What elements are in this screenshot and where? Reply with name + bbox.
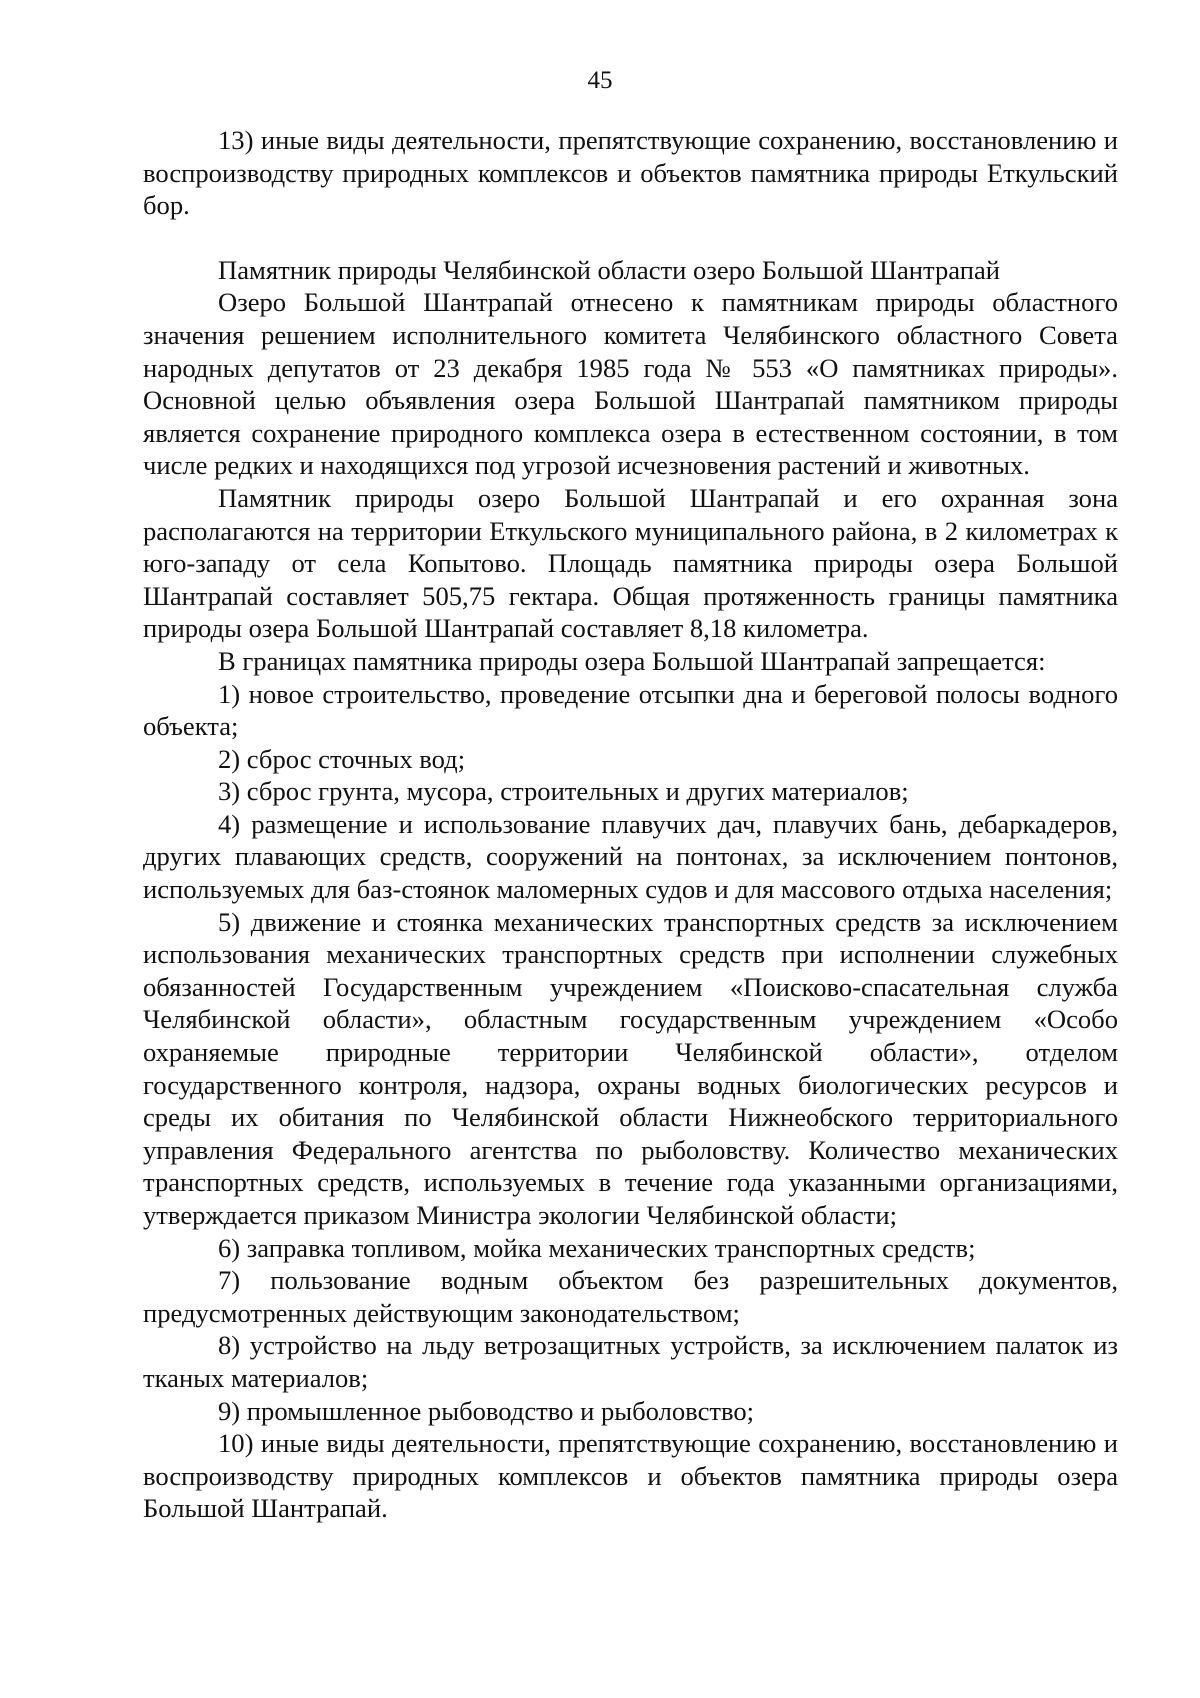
section-heading: Памятник природы Челябинской области озеро Большой Шантрапай bbox=[218, 254, 1000, 285]
list-item: 4) размещение и использование плавучих дач, плавучих бань, дебаркадеров, других плавающих средств, сооружений на понтонах, за исключением понтонов, используемых для баз-стоянок маломерных судов и для массового отдыха населения; bbox=[143, 808, 1118, 905]
list-item: 5) движение и стоянка механических транспортных средств за исключением использования механических транспортных средств при исполнении служебных обязанностей Государственным учреждением «Поисково-спасательная служба Челябинской области», областным государственным учреждением «Особо охраняемые природные территории Челябинской области», отделом государственного контроля, надзора, охраны водных биологических ресурсов и среды их обитания по Челябинской области Нижнеобского территориального управления Федерального агентства по рыболовству. Количество механических транспортных средств, используемых в течение года указанными организациями, утверждается приказом Министра экологии Челябинской области; bbox=[143, 906, 1118, 1230]
list-item: 1) новое строительство, проведение отсыпки дна и береговой полосы водного объекта; bbox=[143, 678, 1118, 742]
paragraph-item-13: 13) иные виды деятельности, препятствующие сохранению, восстановлению и воспроизводству природных комплексов и объектов памятника природы Еткульский бор. bbox=[143, 125, 1118, 221]
list-item: 3) сброс грунта, мусора, строительных и других материалов; bbox=[218, 776, 909, 807]
list-item: 9) промышленное рыбоводство и рыболовство; bbox=[218, 1395, 755, 1426]
paragraph-prohibitions-intro: В границах памятника природы озера Большой Шантрапай запрещается: bbox=[218, 645, 1046, 676]
paragraph-status: Озеро Большой Шантрапай отнесено к памятникам природы областного значения решением исполнительного комитета Челябинского областного Совета народных депутатов от 23 декабря 1985 года № 553 «О памятниках природы». Основной целью объявления озера Большой Шантрапай памятником природы является сохранение природного комплекса озера в естественном состоянии, в том числе редких и находящихся под угрозой исчезновения растений и животных. bbox=[143, 287, 1118, 481]
list-item: 8) устройство на льду ветрозащитных устройств, за исключением палаток из тканых материалов; bbox=[143, 1330, 1118, 1393]
list-item: 2) сброс сточных вод; bbox=[218, 743, 466, 774]
document-body bbox=[143, 124, 1118, 1525]
paragraph-location: Памятник природы озеро Большой Шантрапай и его охранная зона располагаются на территории Еткульского муниципального района, в 2 километрах к юго-западу от села Копытово. Площадь памятника природы озера Большой Шантрапай составляет 505,75 гектара. Общая протяженность границы памятника природы озера Большой Шантрапай составляет 8,18 километра. bbox=[143, 482, 1118, 644]
page-number: 45 bbox=[587, 67, 613, 94]
list-item: 6) заправка топливом, мойка механических транспортных средств; bbox=[218, 1232, 976, 1263]
list-item: 7) пользование водным объектом без разрешительных документов, предусмотренных действующим законодательством; bbox=[143, 1265, 1118, 1328]
list-item: 10) иные виды деятельности, препятствующие сохранению, восстановлению и воспроизводству природных комплексов и объектов памятника природы озера Большой Шантрапай. bbox=[143, 1428, 1118, 1524]
